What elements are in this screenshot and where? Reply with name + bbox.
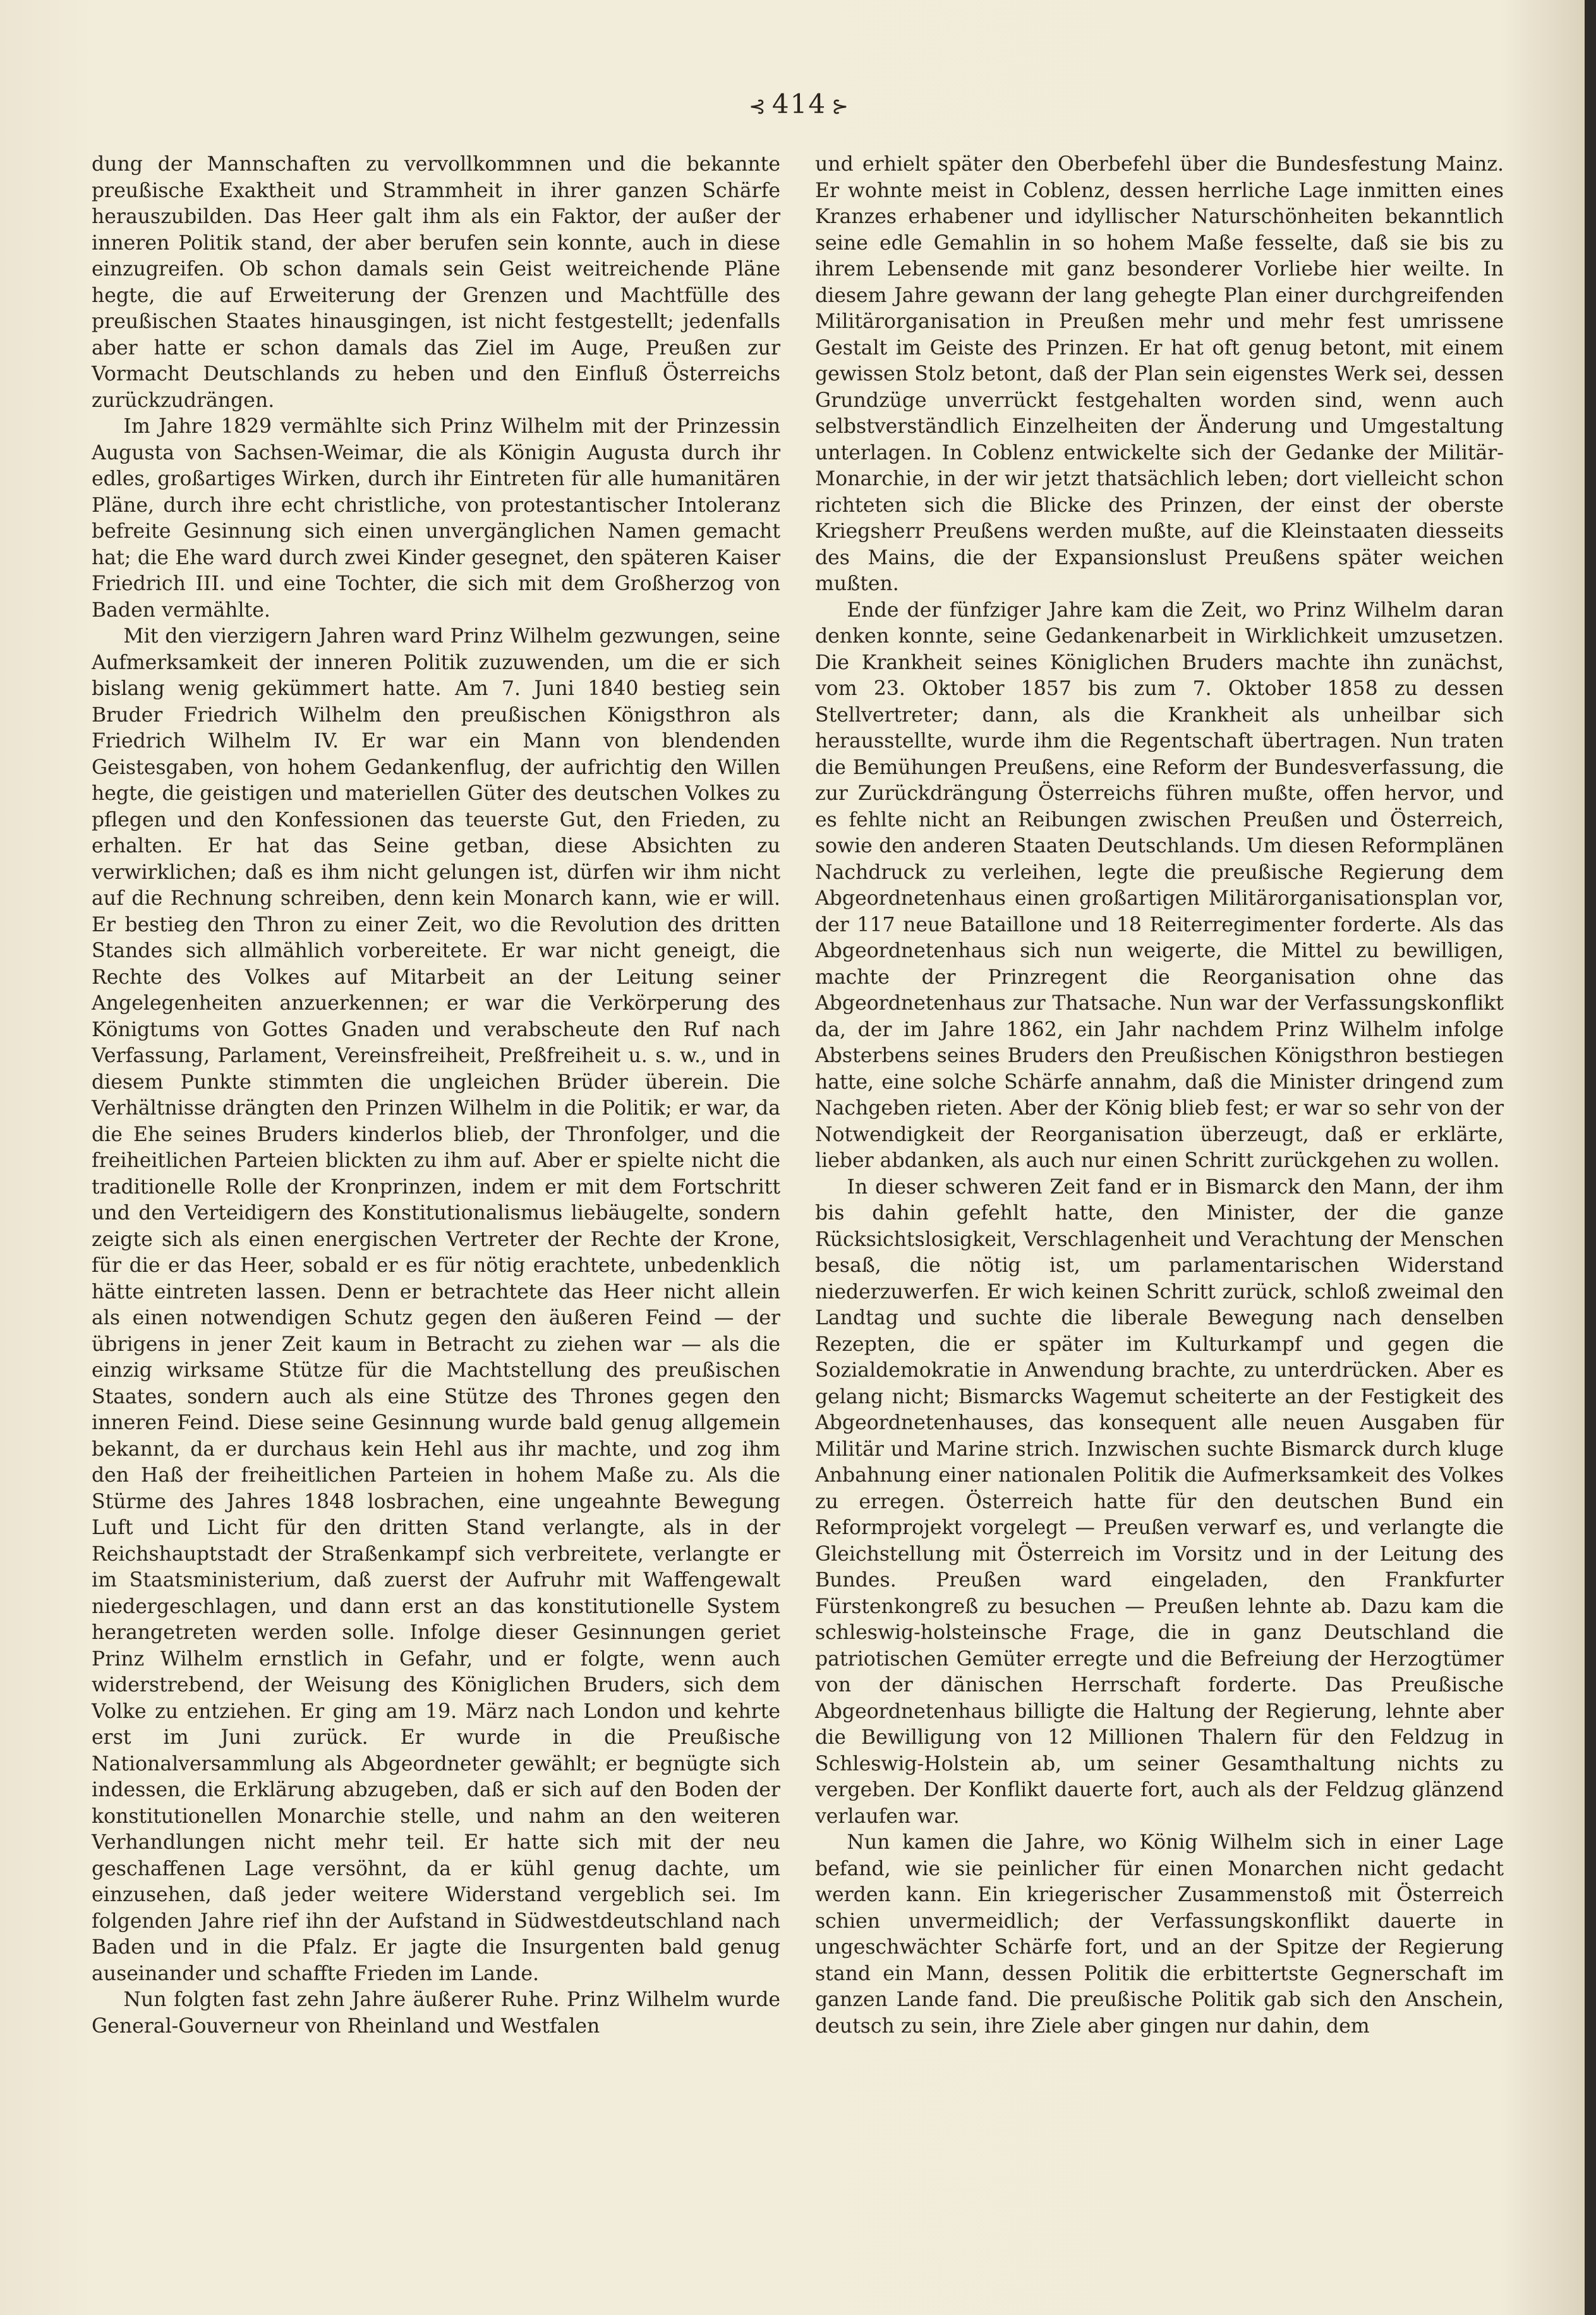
paragraph: Ende der fünfziger Jahre kam die Zeit, wo Prinz Wilhelm daran denken konnte, seine Gedankenarbeit in Wirklichkeit umzusetzen. Die Krankheit seines Königlichen Bruders machte ihn zunächst, vom 23. Oktober 1857 bis zum 7. Oktober 1858 zu dessen Stellvertreter; dann, als die Krankheit als unheilbar sich herausstellte, wurde ihm die Regentschaft übertragen. Nun traten die Bemühungen Preußens, eine Reform der Bundesverfassung, die zur Zurückdrängung Österreichs führen mußte, offen hervor, und es fehlte nicht an Reibungen zwischen Preußen und Österreich, sowie den anderen Staaten Deutschlands. Um diesen Reformplänen Nachdruck zu verleihen, legte die preußische Regierung dem Abgeordnetenhaus einen großartigen Militärorganisationsplan vor, der 117 neue Bataillone und 18 Reiterregimenter forderte. Als das Abgeordnetenhaus sich nun weigerte, die Mittel zu bewilligen, machte der Prinzregent die Reorganisation ohne das Abgeordnetenhaus zur Thatsache. Nun war der Verfassungskonflikt da, der im Jahre 1862, ein Jahr nachdem Prinz Wilhelm infolge Absterbens seines Bruders den Preußischen Königsthron bestiegen hatte, eine solche Schärfe annahm, daß die Minister dringend zum Nachgeben rieten. Aber der König blieb fest; er war so sehr von der Notwendigkeit der Reorganisation überzeugt, daß er erklärte, lieber abdanken, als auch nur einen Schritt zurückgehen zu wollen.	[815, 598, 1504, 1172]
page-number	[708, 88, 891, 119]
paragraph: Mit den vierzigern Jahren ward Prinz Wilhelm gezwungen, seine Aufmerksamkeit der inneren Politik zuzuwenden, um die er sich bislang wenig gekümmert hatte. Am 7. Juni 1840 bestieg sein Bruder Friedrich Wilhelm den preußischen Königsthron als Friedrich Wilhelm IV. Er war ein Mann von blendenden Geistesgaben, von hohem Gedankenflug, der aufrichtig den Willen hegte, die geistigen und materiellen Güter des deutschen Volkes zu pflegen und den Konfessionen das teuerste Gut, den Frieden, zu erhalten. Er hat das Seine getban, diese Absichten zu verwirklichen; daß es ihm nicht gelungen ist, dürfen wir ihm nicht auf die Rechnung schreiben, denn kein Monarch kann, wie er will. Er bestieg den Thron zu einer Zeit, wo die Revolution des dritten Standes sich allmählich vorbereitete. Er war nicht geneigt, die Rechte des Volkes auf Mitarbeit an der Leitung seiner Angelegenheiten anzuerkennen; er war die Verkörperung des Königtums von Gottes Gnaden und verabscheute den Ruf nach Verfassung, Parlament, Vereinsfreiheit, Preßfreiheit u. s. w., und in diesem Punkte stimmten die ungleichen Brüder überein. Die Verhältnisse drängten den Prinzen Wilhelm in die Politik; er war, da die Ehe seines Bruders kinderlos blieb, der Thronfolger, und die freiheitlichen Parteien blickten zu ihm auf. Aber er spielte nicht die traditionelle Rolle der Kronprinzen, indem er mit dem Fortschritt und den Verteidigern des Konstitutionalismus liebäugelte, sondern zeigte sich als einen energischen Vertreter der Rechte der Krone, für die er das Heer, sobald er es für nötig erachtete, unbedenklich hätte eintreten lassen. Denn er betrachtete das Heer nicht allein als einen notwendigen Schutz gegen den äußeren Feind — der übrigens in jener Zeit kaum in Betracht zu ziehen war — als die einzig wirksame Stütze für die Machtstellung des preußischen Staates, sondern auch als eine Stütze des Thrones gegen den inneren Feind. Diese seine Gesinnung wurde bald genug allgemein bekannt, da er durchaus kein Hehl aus ihr machte, und zog ihm den Haß der freiheitlichen Parteien in hohem Maße zu. Als die Stürme des Jahres 1848 losbrachen, eine ungeahnte Bewegung Luft und Licht für den dritten Stand verlangte, als in der Reichshauptstadt der Straßenkampf sich verbreitete, verlangte er im Staatsministerium, daß zuerst der Aufruhr mit Waffengewalt niedergeschlagen, und dann erst an das konstitutionelle System herangetreten werden solle. Infolge dieser Gesinnungen geriet Prinz Wilhelm ernstlich in Gefahr, und er folgte, wenn auch widerstrebend, der Weisung des Königlichen Bruders, sich dem Volke zu entziehen. Er ging am 19. März nach London und kehrte erst im Juni zurück. Er wurde in die Preußische Nationalversammlung als Abgeordneter gewählt; er begnügte sich indessen, die Erklärung abzugeben, daß er sich auf den Boden der konstitutionellen Monarchie stelle, und nahm an den weiteren Verhandlungen nicht mehr teil. Er hatte sich mit der neu geschaffenen Lage versöhnt, da er kühl genug dachte, um einzusehen, daß jeder weitere Widerstand vergeblich sei. Im folgenden Jahre rief ihn der Aufstand in Südwestdeutschland nach Baden und in die Pfalz. Er jagte die Insurgenten bald genug auseinander und schaffte Frieden im Lande.	[92, 625, 780, 1985]
paragraph: dung der Mannschaften zu vervollkommnen und die bekannte preußische Exaktheit und Strammheit in ihrer ganzen Schärfe herauszubilden. Das Heer galt ihm als ein Faktor, der außer der inneren Politik stand, der aber berufen sein konnte, auch in diese einzugreifen. Ob schon damals sein Geist weitreichende Pläne hegte, die auf Erweiterung der Grenzen und Machtfülle des preußischen Staates hinausgingen, ist nicht festgestellt; jedenfalls aber hatte er schon damals das Ziel im Auge, Preußen zur Vormacht Deutschlands zu heben und den Einfluß Österreichs zurückzudrängen.	[92, 153, 780, 412]
paragraph: In dieser schweren Zeit fand er in Bismarck den Mann, der ihm bis dahin gefehlt hatte, den Minister, der die ganze Rücksichtslosigkeit, Verschlagenheit und Verachtung der Menschen besaß, die nötig ist, um parlamentarischen Widerstand niederzuwerfen. Er wich keinen Schritt zurück, schloß zweimal den Landtag und suchte die liberale Bewegung nach denselben Rezepten, die er später im Kulturkampf und gegen die Sozialdemokratie in Anwendung brachte, zu unterdrücken. Aber es gelang nicht; Bismarcks Wagemut scheiterte an der Festigkeit des Abgeordnetenhauses, das konsequent alle neuen Ausgaben für Militär und Marine strich. Inzwischen suchte Bismarck durch kluge Anbahnung einer nationalen Politik die Aufmerksamkeit des Volkes zu erregen. Österreich hatte für den deutschen Bund ein Reformprojekt vorgelegt — Preußen verwarf es, und verlangte die Gleichstellung mit Österreich im Vorsitz und in der Leitung des Bundes. Preußen ward eingeladen, den Frankfurter Fürstenkongreß zu besuchen — Preußen lehnte ab. Dazu kam die schleswig-holsteinsche Frage, die in ganz Deutschland die patriotischen Gemüter erregte und die Befreiung der Herzogtümer von der dänischen Herrschaft forderte. Das Preußische Abgeordnetenhaus billigte die Haltung der Regierung, lehnte aber die Bewilligung von 12 Millionen Thalern für den Feldzug in Schleswig-Holstein ab, um seiner Gesamthaltung nichts zu vergeben. Der Konflikt dauerte fort, auch als der Feldzug glänzend verlaufen war.	[815, 1175, 1504, 1828]
right-column	[815, 152, 1504, 2040]
left-column	[92, 152, 780, 2040]
paragraph: und erhielt später den Oberbefehl über die Bundesfestung Mainz. Er wohnte meist in Coblenz, dessen herrliche Lage inmitten eines Kranzes erhabener und idyllischer Naturschönheiten bekanntlich seine edle Gemahlin in so hohem Maße fesselte, daß sie bis zu ihrem Lebensende mit ganz besonderer Vorliebe hier weilte. In diesem Jahre gewann der lang gehegte Plan einer durchgreifenden Militärorganisation in Preußen mehr und mehr fest umrissene Gestalt im Geiste des Prinzen. Er hat oft genug betont, mit einem gewissen Stolz betont, daß der Plan sein eigenstes Werk sei, dessen Grundzüge unverrückt festgehalten worden sind, wenn auch selbstverständlich Einzelheiten der Änderung und Umgestaltung unterlagen. In Coblenz entwickelte sich der Gedanke der Militär-Monarchie, in der wir jetzt thatsächlich leben; dort vielleicht schon richteten sich die Blicke des Prinzen, der einst der oberste Kriegsherr Preußens werden mußte, auf die Kleinstaaten diesseits des Mains, die der Expansionslust Preußens später weichen mußten.	[815, 153, 1504, 595]
ornament-right-icon: ⊱	[831, 94, 850, 118]
ornament-left-icon: ⊰	[749, 94, 767, 118]
scan-edge	[1585, 0, 1596, 2315]
page-number-value: 414	[771, 88, 827, 119]
paragraph: Im Jahre 1829 vermählte sich Prinz Wilhelm mit der Prinzessin Augusta von Sachsen-Weimar, die als Königin Augusta durch ihr edles, großartiges Wirken, durch ihr Eintreten für alle humanitären Pläne, durch ihre echt christliche, von protestantischer Intoleranz befreite Gesinnung sich einen unvergänglichen Namen gemacht hat; die Ehe ward durch zwei Kinder gesegnet, den späteren Kaiser Friedrich III. und eine Tochter, die sich mit dem Großherzog von Baden vermählte.	[92, 415, 780, 622]
paragraph: Nun kamen die Jahre, wo König Wilhelm sich in einer Lage befand, wie sie peinlicher für einen Monarchen nicht gedacht werden kann. Ein kriegerischer Zusammenstoß mit Österreich schien unvermeidlich; der Verfassungskonflikt dauerte in ungeschwächter Schärfe fort, und an der Spitze der Regierung stand ein Mann, dessen Politik die erbittertste Gegnerschaft im ganzen Lande fand. Die preußische Politik gab sich den Anschein, deutsch zu sein, ihre Ziele aber gingen nur dahin, dem	[815, 1831, 1504, 2038]
paragraph: Nun folgten fast zehn Jahre äußerer Ruhe. Prinz Wilhelm wurde General-Gouverneur von Rheinland und Westfalen	[92, 1988, 780, 2038]
